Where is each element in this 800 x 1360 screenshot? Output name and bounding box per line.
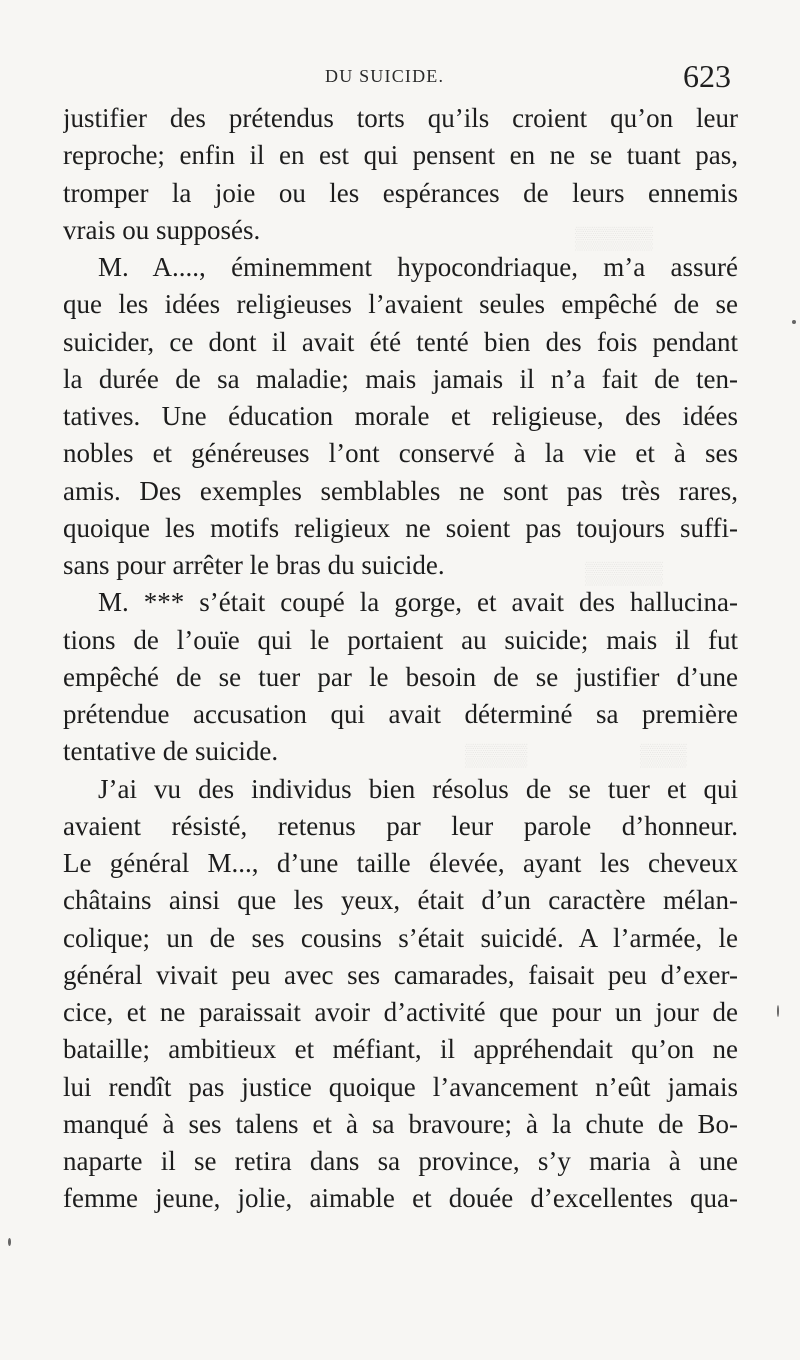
text-line: tromper la joie ou les espérances de leurs ennemis — [63, 177, 738, 208]
ink-spot — [777, 1005, 779, 1017]
text-line: nobles et généreuses l’ont conservé à la vie et à ses — [63, 438, 738, 469]
text-line: bataille; ambitieux et méfiant, il appréhendait qu’on ne — [63, 1034, 738, 1065]
page-number: 623 — [683, 58, 731, 94]
text-line: justifier des prétendus torts qu’ils croient qu’on leur — [63, 103, 738, 133]
text-line: châtains ainsi que les yeux, était d’un caractère mélan- — [63, 885, 738, 916]
bleed-through-text: ▒▒▒▒▒ — [575, 225, 653, 250]
bleed-through-text: ▒▒▒ — [640, 742, 687, 767]
paragraph-end-line: vrais ou supposés. — [63, 214, 261, 245]
text-line: cice, et ne paraissait avoir d’activité que pour un jour de — [63, 997, 738, 1027]
text-line: femme jeune, jolie, aimable et douée d’excellentes qua- — [63, 1183, 738, 1214]
running-head — [0, 58, 800, 96]
ink-spot — [8, 1238, 11, 1246]
text-line: prétendue accusation qui avait déterminé sa première — [63, 699, 738, 729]
text-line: général vivait peu avec ses camarades, faisait peu d’exer- — [63, 959, 738, 990]
text-line: colique; un de ses cousins s’était suicidé. A l’armée, le — [63, 922, 738, 953]
bleed-through-text: ▒▒▒▒ — [465, 742, 528, 767]
text-line: avaient résisté, retenus par leur parole d’honneur. — [63, 810, 738, 841]
text-line: amis. Des exemples semblables ne sont pas très rares, — [63, 475, 738, 506]
paragraph-end-line: sans pour arrêter le bras du suicide. — [63, 550, 445, 580]
paragraph-start-line: M. *** s’était coupé la gorge, et avait des hallucina- — [98, 587, 738, 618]
text-line: que les idées religieuses l’avaient seules empêché de se — [63, 289, 738, 320]
text-line: Le général M..., d’une taille élevée, ayant les cheveux — [63, 848, 738, 878]
ink-spot — [792, 320, 796, 324]
paragraph-end-line: tentative de suicide. — [63, 736, 279, 767]
body-text — [63, 100, 738, 1225]
paragraph-start-line: J’ai vu des individus bien résolus de se tuer et qui — [98, 773, 738, 804]
bleed-through-text: ▒▒▒▒▒ — [585, 560, 663, 585]
text-line: la durée de sa maladie; mais jamais il n’a fait de ten- — [63, 363, 738, 394]
text-line: tions de l’ouïe qui le portaient au suicide; mais il fut — [63, 624, 738, 655]
running-title: DU SUICIDE. — [325, 66, 445, 86]
text-line: quoique les motifs religieux ne soient pas toujours suffi- — [63, 512, 738, 543]
text-line: manqué à ses talens et à sa bravoure; à la chute de Bo- — [63, 1108, 738, 1139]
paragraph-start-line: M. A...., éminemment hypocondriaque, m’a assuré — [98, 252, 738, 282]
text-line: tatives. Une éducation morale et religieuse, des idées — [63, 401, 738, 431]
text-line: suicider, ce dont il avait été tenté bien des fois pendant — [63, 326, 738, 357]
text-line: reproche; enfin il en est qui pensent en ne se tuant pas, — [63, 140, 738, 171]
text-line: lui rendît pas justice quoique l’avancement n’eût jamais — [63, 1071, 738, 1102]
text-line: empêché de se tuer par le besoin de se justifier d’une — [63, 661, 738, 692]
text-line: naparte il se retira dans sa province, s’y maria à une — [63, 1146, 738, 1176]
